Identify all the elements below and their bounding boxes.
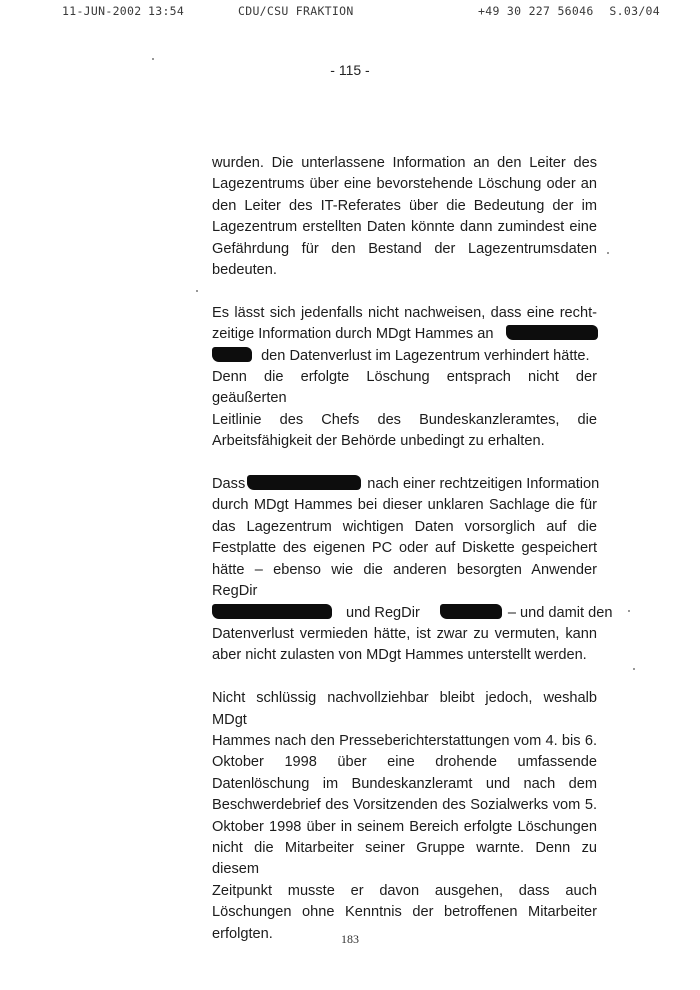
scan-speck xyxy=(607,252,609,254)
scan-speck xyxy=(152,58,154,60)
footer-page-number: 183 xyxy=(341,932,359,946)
text-line-with-redaction xyxy=(212,324,597,345)
text-line: Oktober 1998 über in seinem Bereich erfolgte Löschungen xyxy=(212,818,597,835)
text-line-with-redaction xyxy=(212,603,613,624)
page-number: - 115 - xyxy=(330,62,370,78)
text-line: den Leiter des IT-Referates über die Bedeutung der im xyxy=(212,197,597,214)
text-line: Zeitpunkt musste er davon ausgehen, dass auch xyxy=(212,882,597,899)
text-line-with-redaction xyxy=(212,346,597,367)
fax-date: 11-JUN-2002 xyxy=(62,4,142,18)
text-segment: zeitige Information durch MDgt Hammes an xyxy=(212,326,494,343)
redaction-block xyxy=(212,347,252,362)
text-line: Datenlöschung im Bundeskanzleramt und nach dem xyxy=(212,775,597,792)
text-segment: – und damit den xyxy=(507,604,613,621)
text-line: Datenverlust vermieden hätte, ist zwar zu vermuten, kann xyxy=(212,625,597,642)
paragraph-4 xyxy=(212,688,597,945)
redaction-block xyxy=(506,325,598,340)
text-line: Beschwerdebrief des Vorsitzenden des Sozialwerks vom 5. xyxy=(212,797,597,814)
text-line: Festplatte des eigenen PC oder auf Diskette gespeichert xyxy=(212,540,597,557)
text-segment: den Datenverlust im Lagezentrum verhindert hätte. xyxy=(261,347,590,364)
text-line: Löschungen ohne Kenntnis der betroffenen Mitarbeiter xyxy=(212,904,597,921)
text-segment: Dass xyxy=(212,476,246,493)
text-line: bedeuten. xyxy=(212,262,277,279)
redaction-block xyxy=(247,475,361,490)
text-line: Denn die erfolgte Löschung entsprach nicht der geäußerten xyxy=(212,369,597,407)
scan-speck xyxy=(633,668,635,670)
text-line: Leitlinie des Chefs des Bundeskanzleramtes, die xyxy=(212,411,597,428)
text-line: Es lässt sich jedenfalls nicht nachweisen, dass eine recht- xyxy=(212,304,597,321)
paragraph-3 xyxy=(212,474,613,667)
text-segment: und RegDir xyxy=(346,604,420,621)
paragraph-1 xyxy=(212,153,597,281)
text-line: nicht die Mitarbeiter seiner Gruppe warnte. Denn zu diesem xyxy=(212,839,597,878)
text-line: Oktober 1998 über eine drohende umfassende xyxy=(212,754,597,771)
text-segment: nach einer rechtzeitigen Information xyxy=(367,476,600,493)
fax-header xyxy=(62,4,660,20)
text-line: Gefährdung für den Bestand der Lagezentrumsdaten xyxy=(212,240,597,257)
redaction-block xyxy=(212,604,332,619)
text-line: Lagezentrum erstellten Daten könnte dann zumindest eine xyxy=(212,219,597,236)
text-line-with-redaction xyxy=(212,474,600,495)
text-line: erfolgten. xyxy=(212,925,273,942)
text-line: Nicht schlüssig nachvollziehbar bleibt jedoch, weshalb MDgt xyxy=(212,690,597,728)
text-line: wurden. Die unterlassene Information an den Leiter des xyxy=(212,155,597,171)
text-line: Arbeitsfähigkeit der Behörde unbedingt zu erhalten. xyxy=(212,433,545,450)
text-line: das Lagezentrum wichtigen Daten vorsorglich auf die xyxy=(212,518,597,535)
scan-speck xyxy=(628,610,630,612)
body-text xyxy=(212,153,613,966)
text-line: durch MDgt Hammes bei dieser unklaren Sachlage die für xyxy=(212,497,597,514)
fax-page: S.03/04 xyxy=(609,4,660,18)
paragraph-2 xyxy=(212,303,597,453)
fax-sender: CDU/CSU FRAKTION xyxy=(238,4,354,18)
scan-speck xyxy=(196,290,198,292)
redaction-block xyxy=(440,604,502,619)
text-line: hätte – ebenso wie die anderen besorgten Anwender RegDir xyxy=(212,561,597,600)
fax-time: 13:54 xyxy=(148,4,185,18)
text-line: Hammes nach den Presseberichterstattungen vom 4. bis 6. xyxy=(212,732,597,749)
fax-phone: +49 30 227 56046 xyxy=(478,4,594,18)
text-line: Lagezentrums über eine bevorstehende Löschung oder an xyxy=(212,176,597,193)
text-line: aber nicht zulasten von MDgt Hammes unterstellt werden. xyxy=(212,647,587,664)
